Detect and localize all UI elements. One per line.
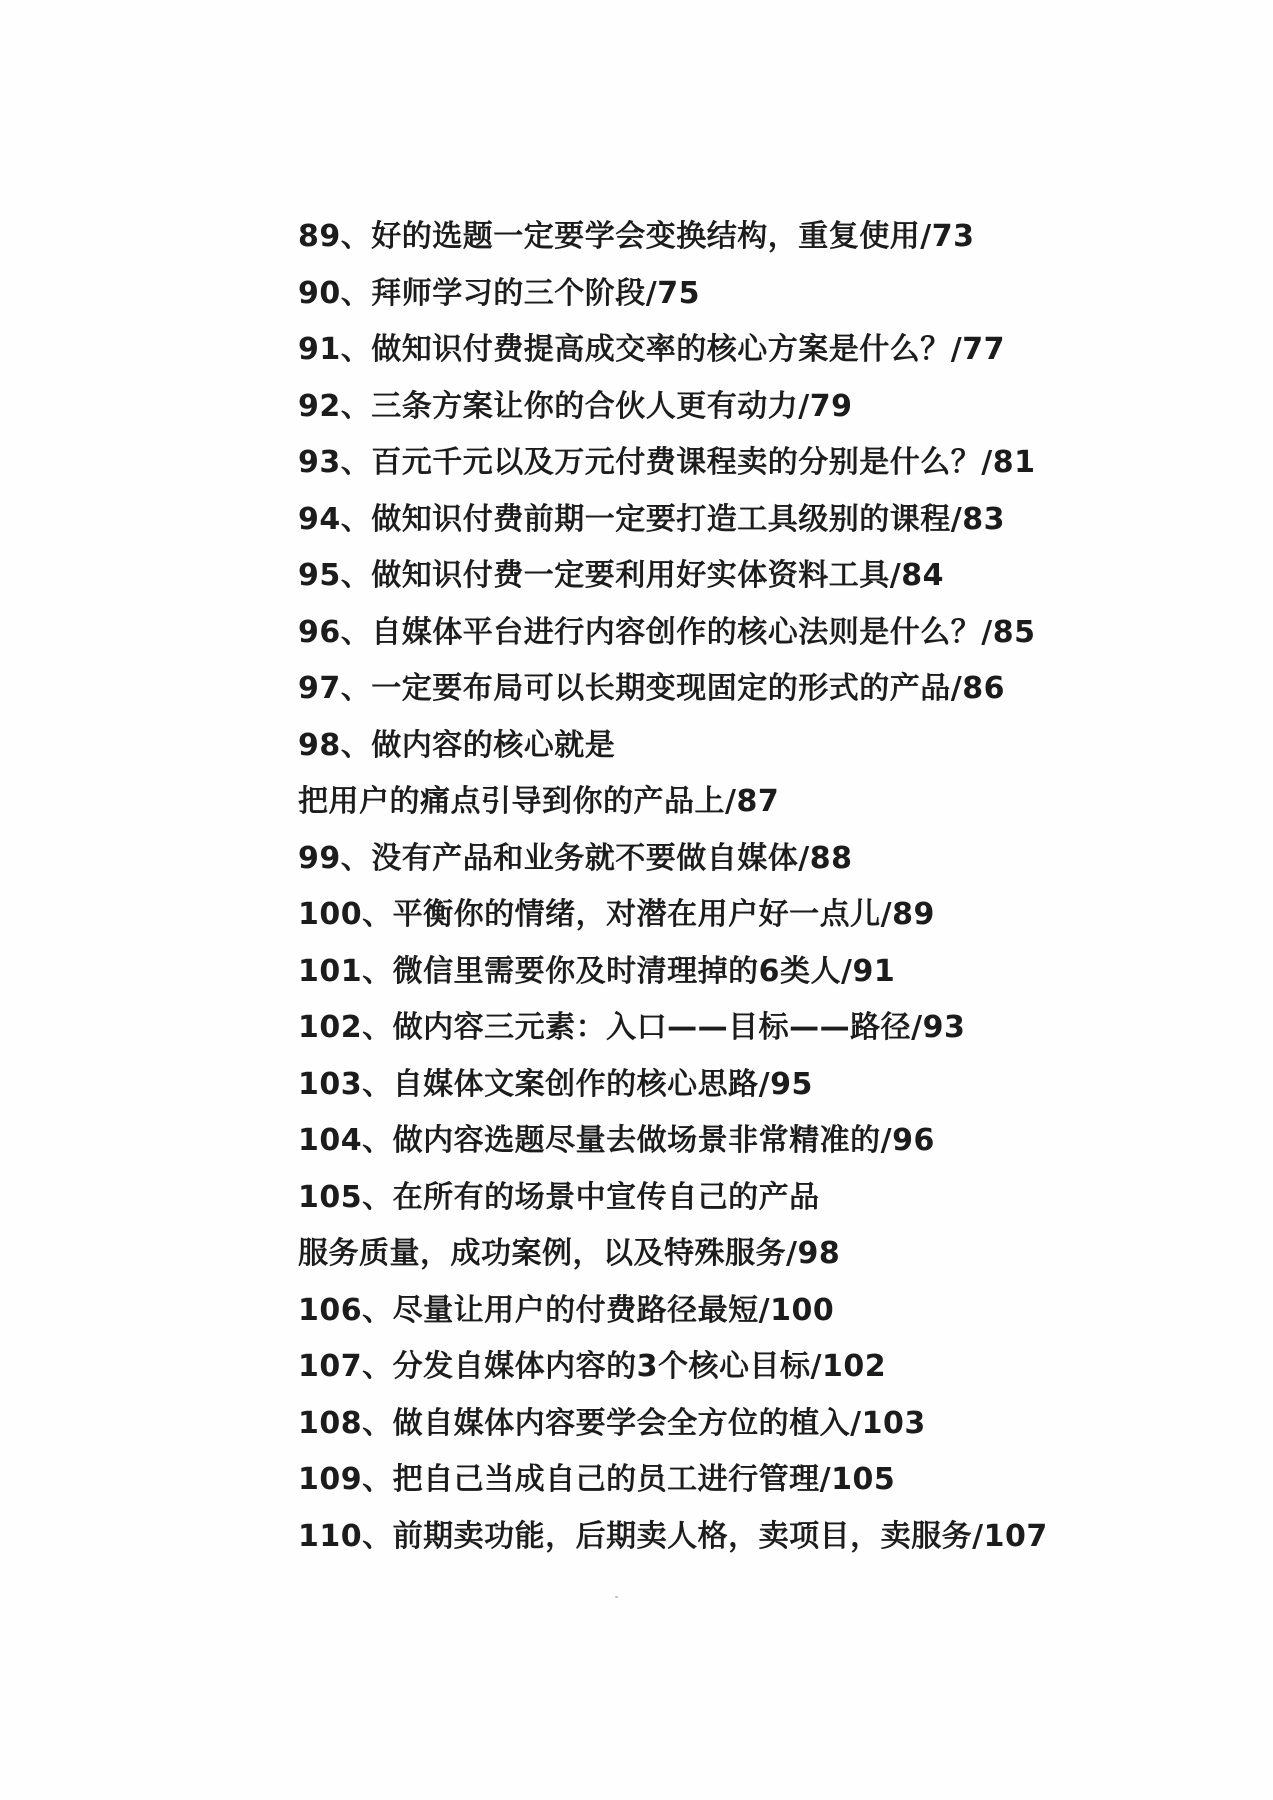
toc-entry-106: 106、尽量让用户的付费路径最短/100 <box>298 1292 835 1328</box>
toc-entry-95: 95、做知识付费一定要利用好实体资料工具/84 <box>298 558 944 593</box>
toc-entry-93: 93、百元千元以及万元付费课程卖的分别是什么？/81 <box>298 445 1036 480</box>
toc-entry-110: 110、前期卖功能，后期卖人格，卖项目，卖服务/107 <box>298 1518 1048 1554</box>
toc-entry-100: 100、平衡你的情绪，对潜在用户好一点儿/89 <box>298 897 935 932</box>
toc-entry-99: 99、没有产品和业务就不要做自媒体/88 <box>298 840 853 876</box>
toc-entry-103: 103、自媒体文案创作的核心思路/95 <box>298 1066 813 1102</box>
toc-entry-90: 90、拜师学习的三个阶段/75 <box>298 275 700 311</box>
toc-entry-108: 108、做自媒体内容要学会全方位的植入/103 <box>298 1405 926 1441</box>
toc-entry-94: 94、做知识付费前期一定要打造工具级别的课程/83 <box>298 501 1005 537</box>
toc-entry-89: 89、好的选题一定要学会变换结构，重复使用/73 <box>298 219 975 254</box>
table-of-contents <box>298 213 1198 1569</box>
scan-speck <box>615 1596 618 1598</box>
toc-entry-107: 107、分发自媒体内容的3个核心目标/102 <box>298 1349 887 1384</box>
toc-entry-97: 97、一定要布局可以长期变现固定的形式的产品/86 <box>298 671 1005 706</box>
toc-entry-91: 91、做知识付费提高成交率的核心方案是什么？/77 <box>298 332 1005 367</box>
toc-entry-104: 104、做内容选题尽量去做场景非常精准的/96 <box>298 1123 935 1158</box>
toc-entry-101: 101、微信里需要你及时清理掉的6类人/91 <box>298 953 896 989</box>
toc-entry-96: 96、自媒体平台进行内容创作的核心法则是什么？/85 <box>298 614 1036 650</box>
toc-entry-92: 92、三条方案让你的合伙人更有动力/79 <box>298 388 853 424</box>
toc-entry-109: 109、把自己当成自己的员工进行管理/105 <box>298 1462 896 1497</box>
toc-entry-102: 102、做内容三元素：入口——目标——路径/93 <box>298 1010 966 1045</box>
toc-entry-105: 105、在所有的场景中宣传自己的产品 <box>298 1179 820 1215</box>
toc-entry-105-continued: 服务质量，成功案例，以及特殊服务/98 <box>298 1236 841 1271</box>
toc-entry-98: 98、做内容的核心就是 <box>298 727 616 763</box>
toc-entry-98-continued: 把用户的痛点引导到你的产品上/87 <box>298 784 780 819</box>
